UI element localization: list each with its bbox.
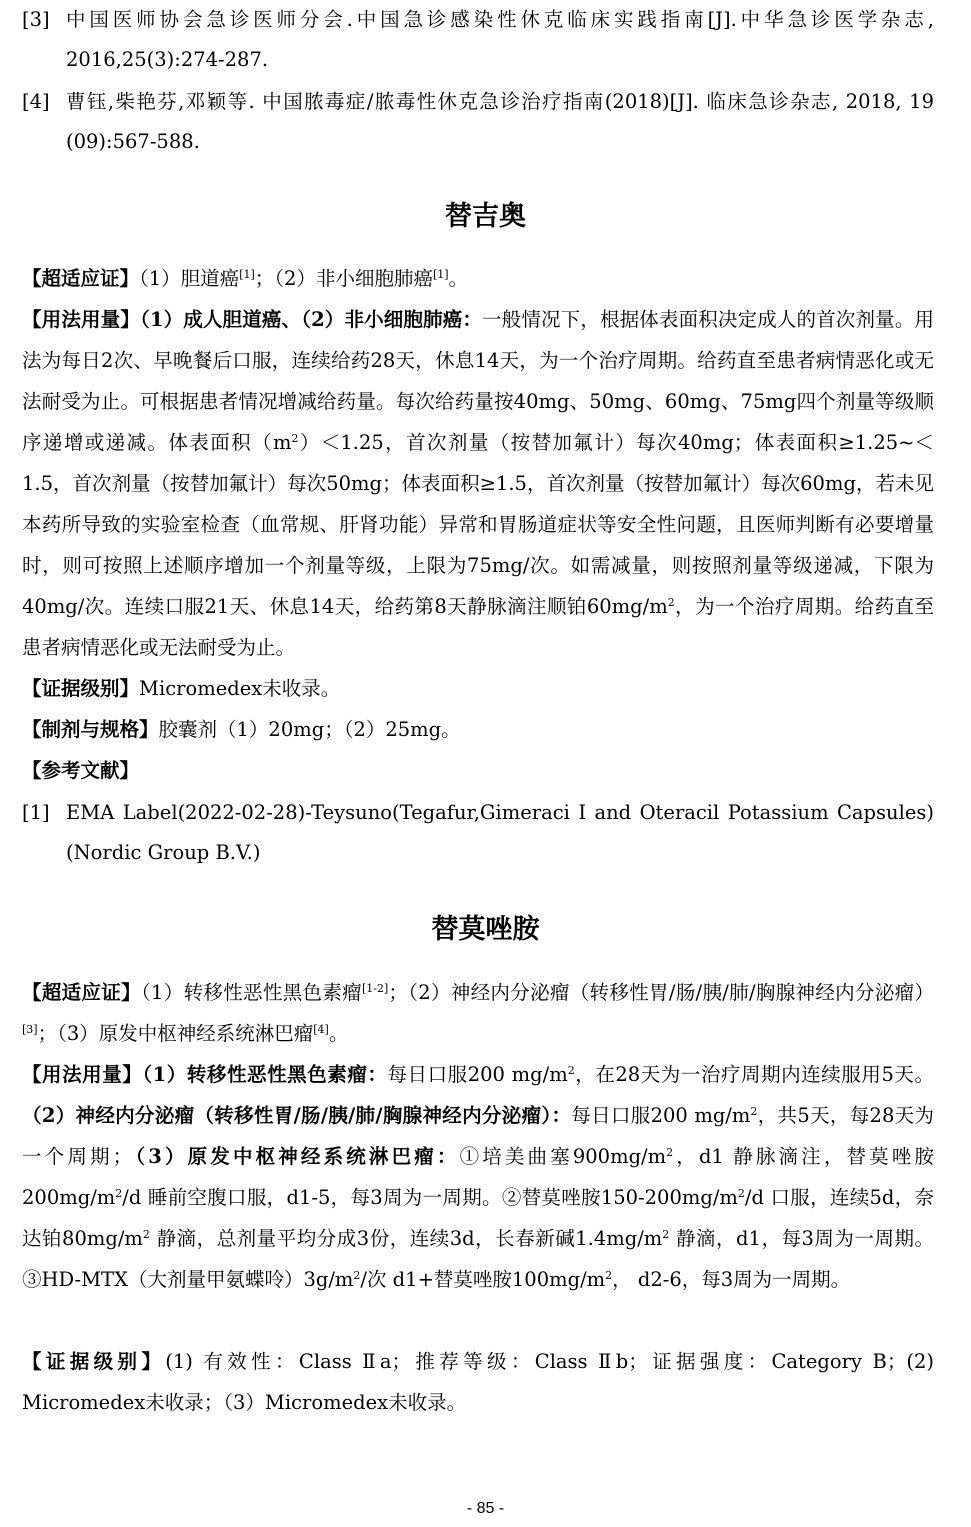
superscript: 2: [142, 1228, 150, 1241]
formulation-paragraph: [22, 709, 934, 750]
text: 。: [328, 1022, 349, 1045]
text: 每日口服200 mg/m: [387, 1063, 568, 1086]
superscript: 2: [737, 1187, 745, 1200]
superscript: 2: [567, 1064, 575, 1077]
text: /d 睡前空腹口服，d1-5，每3周为一周期。②替莫唑胺150-200mg/m: [122, 1186, 738, 1209]
text: ，为一个治疗周期。给药直至患者病情恶化或无法耐受为止。: [22, 595, 934, 659]
superscript: 2: [115, 1187, 123, 1200]
drug-title: 替吉奥: [445, 201, 526, 232]
page-number: - 85 -: [466, 1500, 505, 1517]
text: ）＜1.25，首次剂量（按替加氟计）每次40mg；体表面积≥1.25~＜1.5，首次剂量（按替加氟计）每次50mg；体表面积≥1.5，首次剂量（按替加氟计）每次60mg，若未见本药所导致的实验室检查（血常规、肝肾功能）异常和胃肠道症状等安全性问题，且医师判断有必要增量时，则可按照上述顺序增加一个剂量等级，上限为75mg/次。如需减量，则按照剂量等级递减，下限为40mg/次。连续口服21天、休息14天，给药第8天静脉滴注顺铂60mg/m: [22, 431, 934, 618]
text: ， d2-6，每3周为一周期。: [612, 1268, 851, 1291]
text: ①培美曲塞900mg/m: [459, 1145, 667, 1168]
text: ；（2）非小细胞肺癌: [254, 267, 433, 290]
citation: [4]: [313, 1023, 329, 1036]
indication-paragraph: [22, 972, 934, 1054]
reference-number: [1]: [22, 801, 50, 824]
citation: [1]: [239, 268, 255, 281]
text: （1）胆道癌: [139, 267, 240, 290]
text: 每日口服200 mg/m: [571, 1104, 751, 1127]
indication-paragraph: [22, 258, 934, 299]
section-label: 【制剂与规格】: [22, 718, 159, 741]
text: 静滴，d1，每3周为一周期。③HD-MTX（大剂量甲氨蝶呤）3g/m: [22, 1227, 935, 1291]
references-heading: [22, 750, 934, 791]
reference-item: [22, 0, 934, 80]
text: ，d1 静脉滴注，替莫唑胺200mg/m: [22, 1145, 934, 1209]
evidence-paragraph: [22, 668, 934, 709]
superscript: 2: [353, 1269, 361, 1282]
reference-number: [3]: [22, 8, 50, 31]
text: ，共5天，每28天为一个周期；: [22, 1104, 934, 1168]
section-label: 【用法用量】: [22, 1063, 143, 1086]
superscript: 2: [750, 1105, 758, 1118]
text: /次 d1+替莫唑胺100mg/m: [360, 1268, 606, 1291]
reference-text: 曹钰,柴艳芬,邓颖等. 中国脓毒症/脓毒性休克急诊治疗指南(2018)[J]. 临床急诊杂志, 2018, 19 (09):567-588.: [66, 90, 934, 153]
text: 一般情况下，根据体表面积决定成人的首次剂量。用法为每日2次、早晚餐后口服，连续给药28天，休息14天，为一个治疗周期。给药直至患者病情恶化或无法耐受为止。可根据患者情况增减给药量。每次给药量按40mg、50mg、60mg、75mg四个剂量等级顺序递增或递减。体表面积（m: [22, 308, 934, 454]
superscript: 2: [291, 432, 299, 445]
citation: [1]: [432, 268, 449, 281]
text: Micromedex未收录。: [139, 677, 341, 700]
text: ，在28天为一治疗周期内连续服用5天。: [574, 1063, 934, 1086]
superscript: 2: [667, 596, 675, 609]
citation: [1-2]: [362, 982, 389, 995]
reference-item: [22, 82, 934, 162]
text: ；（2）神经内分泌瘤（转移性胃/肠/胰/肺/胸腺神经内分泌瘤）: [388, 981, 934, 1004]
superscript: 2: [662, 1228, 670, 1241]
text: 胶囊剂（1）20mg；（2）25mg。: [158, 718, 461, 741]
reference-item: [22, 793, 934, 873]
subsection-label: （3）原发中枢神经系统淋巴瘤：: [132, 1145, 460, 1168]
citation: [3]: [22, 1023, 38, 1036]
superscript: 2: [605, 1269, 613, 1282]
text: (1) 有效性：Class Ⅱa；推荐等级：Class Ⅱb；证据强度：Category B；(2) Micromedex未收录；（3）Micromedex未收录。: [22, 1350, 934, 1414]
evidence-paragraph: [22, 1341, 934, 1423]
text: /d 口服，连续5d，奈达铂80mg/m: [22, 1186, 935, 1250]
text: 。: [448, 267, 469, 290]
section-label: 【超适应证】: [22, 981, 141, 1004]
text: ；（3）原发中枢神经系统淋巴瘤: [37, 1022, 314, 1045]
subsection-label: （1）转移性恶性黑色素瘤：: [142, 1063, 388, 1086]
section-label: 【参考文献】: [22, 759, 140, 782]
text: 静滴，总剂量平均分成3份，连续3d，长春新碱1.4mg/m: [149, 1227, 663, 1250]
reference-number: [4]: [22, 90, 50, 113]
section-label: 【证据级别】: [22, 677, 140, 700]
section-label: 【超适应证】: [22, 267, 140, 290]
dosage-paragraph: [22, 1054, 934, 1300]
section-label: 【用法用量】（1）成人胆道癌、（2）非小细胞肺癌：: [22, 308, 483, 331]
dosage-paragraph: [22, 299, 934, 668]
text: （1）转移性恶性黑色素瘤: [140, 981, 363, 1004]
reference-text: 中国医师协会急诊医师分会.中国急诊感染性休克临床实践指南[J].中华急诊医学杂志, 2016,25(3):274-287.: [66, 8, 934, 71]
reference-text: EMA Label(2022-02-28)-Teysuno(Tegafur,Gimeraci I and Oteracil Potassium Capsules)(Nordic Group B.V.): [66, 801, 934, 864]
section-label: 【证据级别】: [22, 1350, 166, 1373]
subsection-label: （2）神经内分泌瘤（转移性胃/肠/胰/肺/胸腺神经内分泌瘤）：: [22, 1104, 572, 1127]
superscript: 2: [666, 1146, 674, 1159]
drug-title: 替莫唑胺: [431, 914, 540, 945]
